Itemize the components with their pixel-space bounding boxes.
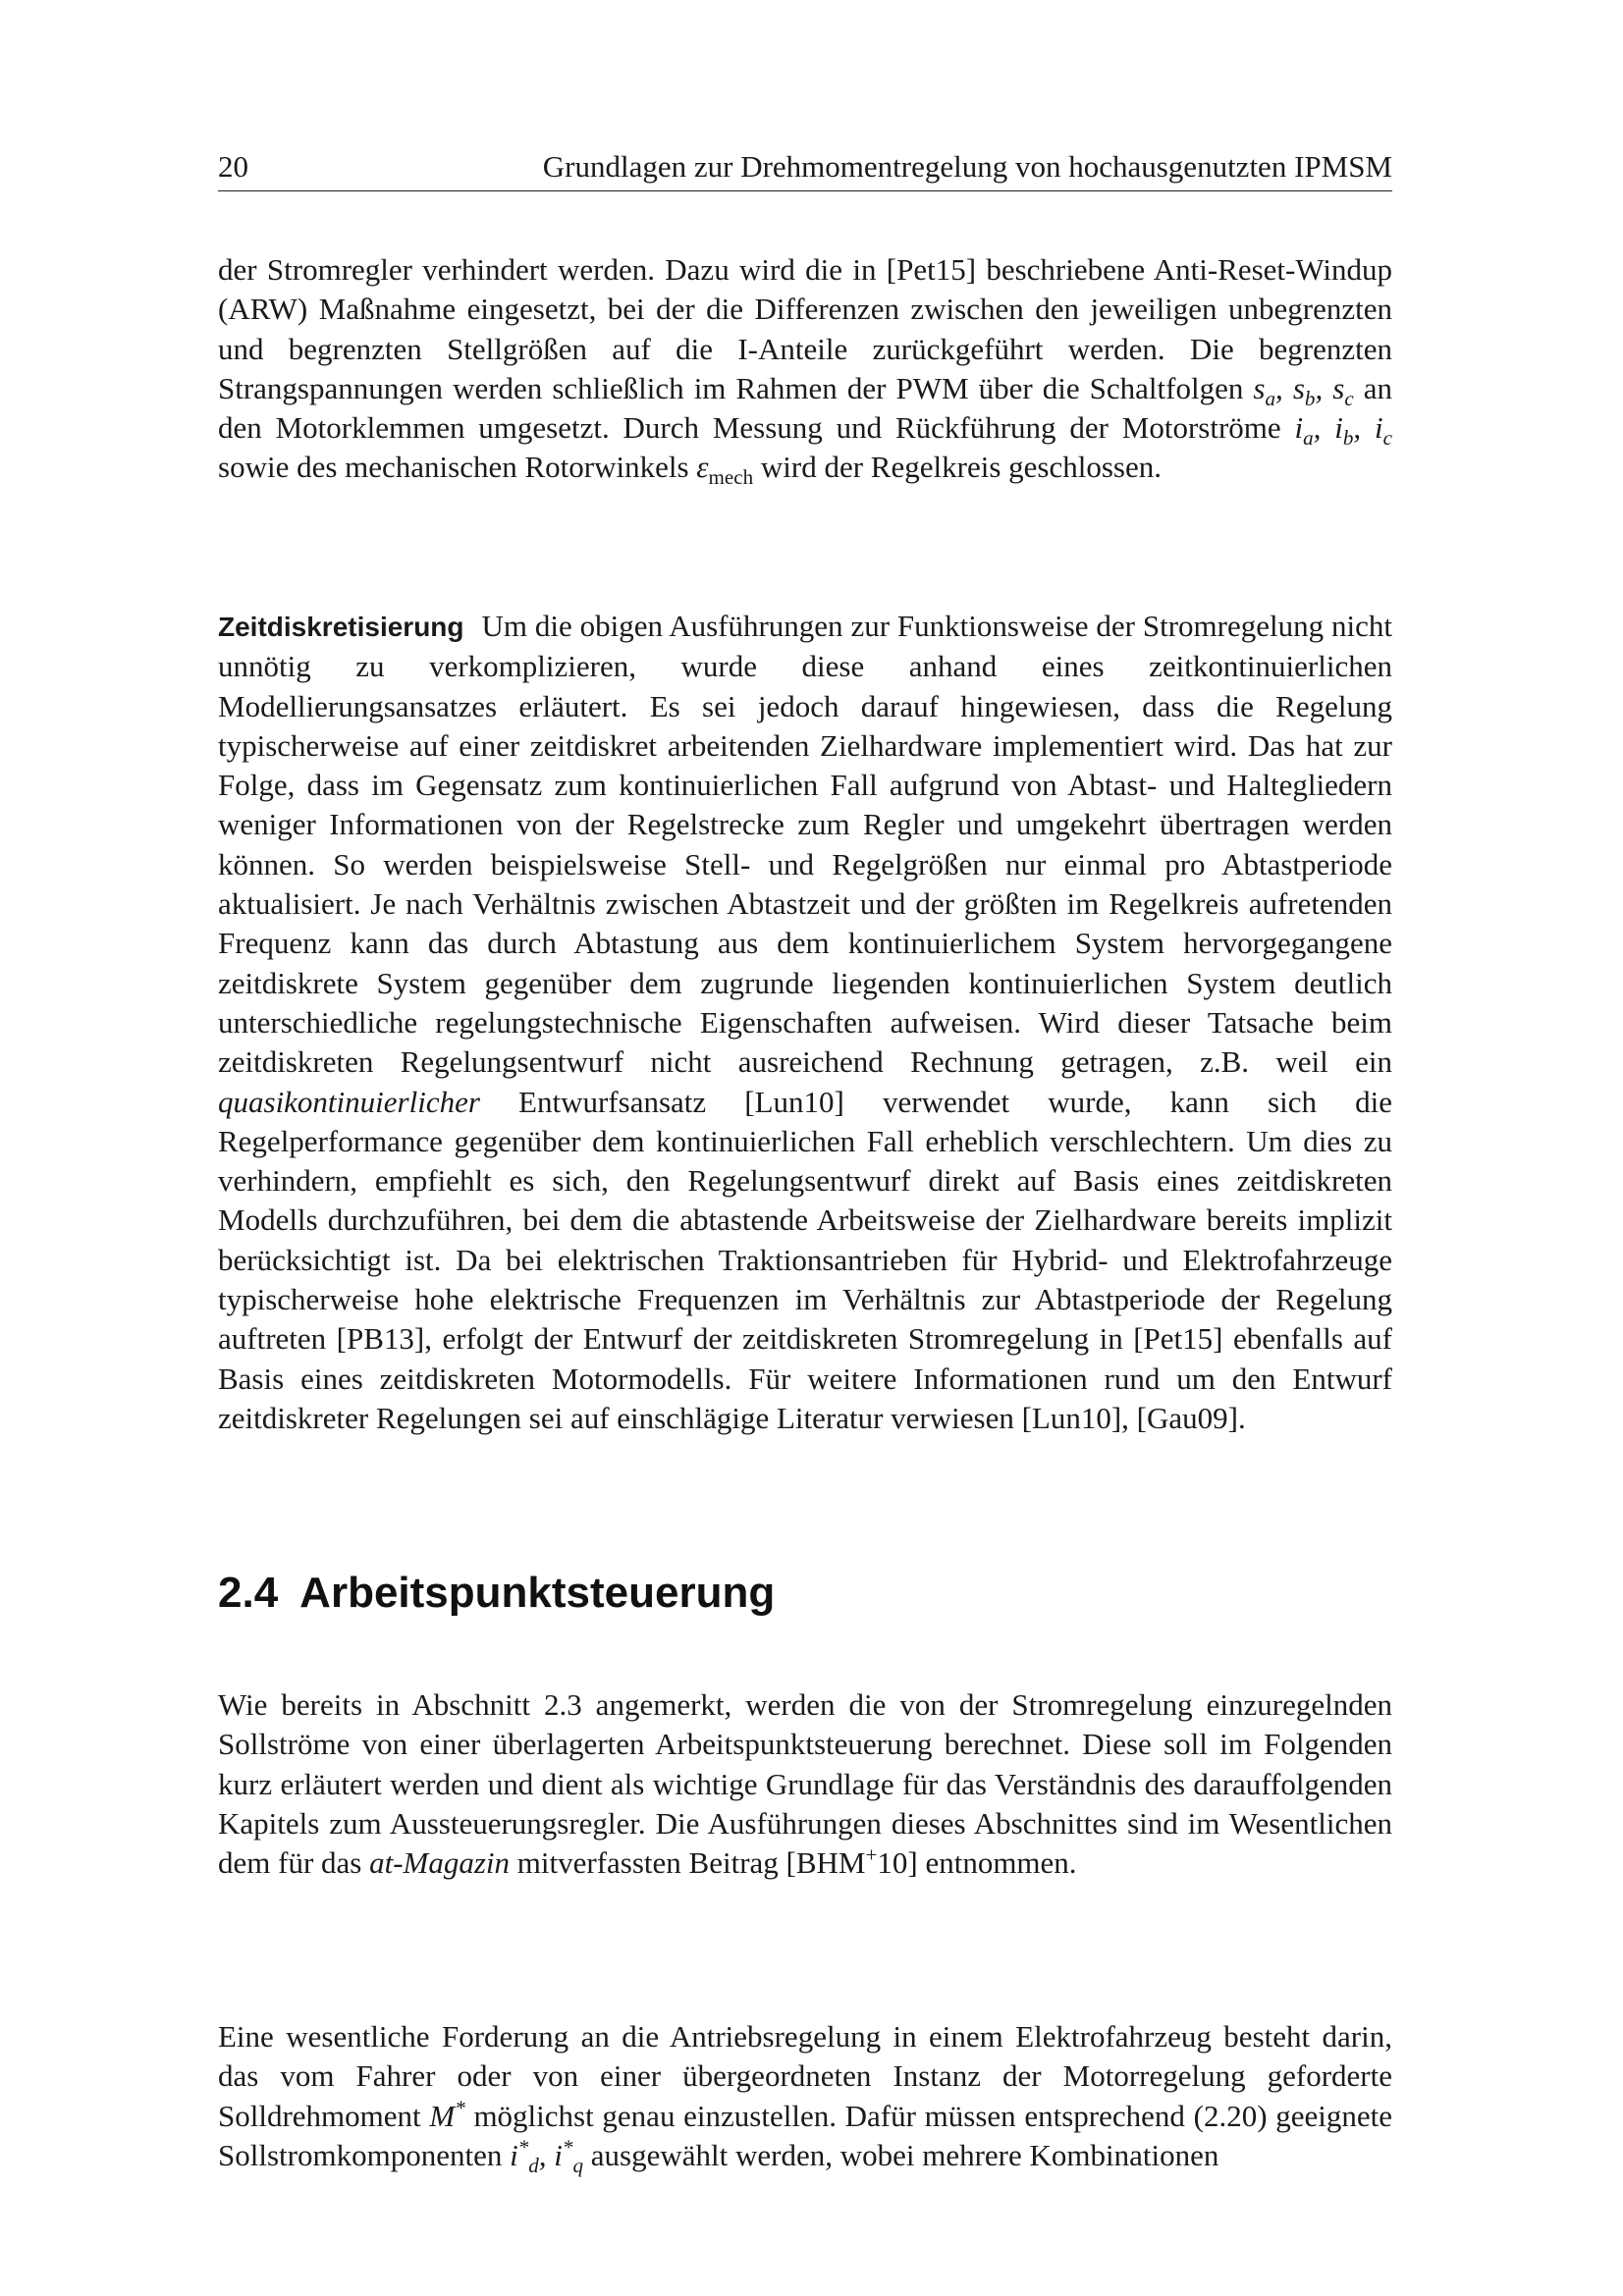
math-target-currents: $i^*_d$, $i^*_q$	[510, 2135, 584, 2178]
section-title: Arbeitspunktsteuerung	[299, 1569, 776, 1617]
page-number: 20	[218, 149, 248, 184]
paragraph-anti-reset-windup: der Stromregler verhindert werden. Dazu wird die in [Pet15] beschriebene Anti-Reset-Windup (ARW) Maßnahme eingesetzt, bei der die Differenzen zwischen den jeweiligen unbegrenzten und begrenzten Stellgrößen auf die I-Anteile zurückgeführt werden. Die begrenzten Strangspannungen werden schließlich im Rahmen der PWM über die Schaltfolgen $s_a$, $s_b$, $s_c$ an den Motorklemmen umgesetzt. Durch Messung und Rückführung der Motorströme $i_a$, $i_b$, $i_c$ sowie des mechanischen Rotorwinkels $\varepsilon_{mech}$ wird der Regelkreis geschlossen.	[218, 252, 1392, 490]
run-in-heading: Zeitdiskretisierung	[218, 612, 464, 642]
section-number: 2.4	[218, 1569, 279, 1617]
math-motor-currents: $i_a$, $i_b$, $i_c$	[1294, 410, 1392, 451]
math-rotor-angle: $\varepsilon_{mech}$	[696, 450, 754, 490]
math-target-torque: M*	[429, 2096, 465, 2133]
math-switching-sequences: $s_a$, $s_b$, $s_c$	[1253, 370, 1354, 411]
emphasis-at-magazin: at-Magazin	[369, 1845, 511, 1881]
section-heading	[218, 1566, 775, 1621]
paragraph-intro-arbeitspunkt: Wie bereits in Abschnitt 2.3 angemerkt, werden die von der Stromregelung einzuregelnden Sollströme von einer überlagerten Arbeitspunktsteuerung berechnet. Diese soll im Folgenden kurz erläutert werden und dient als wichtige Grundlage für das Verständnis des darauffolgenden Kapitels zum Aussteuerungsregler. Die Ausführungen dieses Abschnittes sind im Wesentlichen dem für das at-Magazin mitverfassten Beitrag [BHM+10] entnommen.	[218, 1687, 1392, 1881]
paragraph-solldrehmoment: Eine wesentliche Forderung an die Antriebsregelung in einem Elektrofahrzeug besteht darin, das vom Fahrer oder von einer übergeordneten Instanz der Motorregelung geforderte Solldrehmoment M* möglichst genau einzustellen. Dafür müssen entsprechend (2.20) geeignete Sollstromkomponenten $i^*_d$, $i^*_q$ ausgewählt werden, wobei mehrere Kombinationen	[218, 2019, 1392, 2178]
paragraph-zeitdiskretisierung: Zeitdiskretisierung Um die obigen Ausführungen zur Funktionsweise der Stromregelung nicht unnötig zu verkomplizieren, wurde diese anhand eines zeitkontinuierlichen Modellierungsansatzes erläutert. Es sei jedoch darauf hingewiesen, dass die Regelung typischerweise auf einer zeitdiskret arbeitenden Zielhardware implementiert wird. Das hat zur Folge, dass im Gegensatz zum kontinuierlichen Fall aufgrund von Abtast- und Haltegliedern weniger Informationen von der Regelstrecke zum Regler und umgekehrt übertragen werden können. So werden beispielsweise Stell- und Regelgrößen nur einmal pro Abtastperiode aktualisiert. Je nach Verhältnis zwischen Abtastzeit und der größten im Regelkreis aufretenden Frequenz kann das durch Abtastung aus dem kontinuierlichem System hervorgegangene zeitdiskrete System gegenüber dem zugrunde liegenden kontinuierlichen System deutlich unterschiedliche regelungstechnische Eigenschaften aufweisen. Wird dieser Tatsache beim zeitdiskreten Regelungsentwurf nicht ausreichend Rechnung getragen, z.B. weil ein quasikontinuierlicher Entwurfsansatz [Lun10] verwendet wurde, kann sich die Regelperformance gegenüber dem kontinuierlichen Fall erheblich verschlechtern. Um dies zu verhindern, empfiehlt es sich, den Regelungsentwurf direkt auf Basis eines zeitdiskreten Modells durchzuführen, bei dem die abtastende Arbeitsweise der Zielhardware bereits implizit berücksichtigt ist. Da bei elektrischen Traktionsantrieben für Hybrid- und Elektrofahrzeuge typischerweise hohe elektrische Frequenzen im Verhältnis zur Abtastperiode der Regelung auftreten [PB13], erfolgt der Entwurf der zeitdiskreten Stromregelung in [Pet15] ebenfalls auf Basis eines zeitdiskreten Motormodells. Für weitere Informationen rund um den Entwurf zeitdiskreter Regelungen sei auf einschlägige Literatur verwiesen [Lun10], [Gau09].	[218, 609, 1392, 1435]
running-header	[218, 147, 1392, 191]
emphasis-quasikontinuierlich: quasikontinuierlicher	[218, 1084, 480, 1119]
running-title: Grundlagen zur Drehmomentregelung von hochausgenutzten IPMSM	[542, 149, 1392, 184]
